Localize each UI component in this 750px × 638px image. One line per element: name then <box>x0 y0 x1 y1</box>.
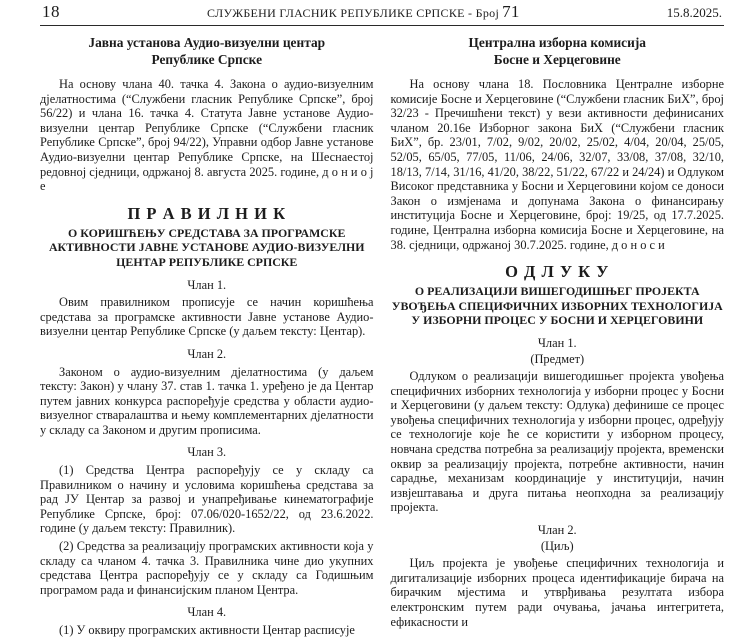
gazette-title <box>60 2 667 22</box>
column-right <box>390 35 725 629</box>
article-heading: Члан 4. <box>187 605 227 620</box>
org-title-line: Републике Српске <box>151 51 263 67</box>
doc-title: П Р А В И Л Н И К <box>127 203 287 223</box>
doc-title: О Д Л У К У <box>505 262 610 282</box>
paragraph: Законом о аудио-визуелним дјелатностима (у даљем тексту: Закон) у члану 37. став 1. тачка 1. уређено је да Центар путем јавних конкурса распоређује средства у области аудио-визуелног стваралаштва и њему комплементарних дјелатности у складу са Законом и другим прописима. <box>40 364 374 437</box>
issue-number: 71 <box>502 2 520 21</box>
column-left <box>40 35 374 637</box>
article-subheading: (Предмет) <box>530 351 585 366</box>
gazette-header <box>40 2 724 26</box>
paragraph: (1) У оквиру програмских активности Центар расписује <box>59 623 355 637</box>
gazette-date: 15.8.2025. <box>666 5 722 20</box>
paragraph: Одлуком о реализацији вишегодишњег пројекта увођења специфичних изборних технологија у изборни процес у Босни и Херцеговини (у даљем тексту: Одлука) дефинише се процес увођења специфичних технологија у изборни процес, одређују се технологије које ће се користити у изборном процесу, новчана средства потребна за реализацију пројекта, временски оквир за реализацију пројекта, потребне активности, начин сарадње, механизам координације у институцији, начин извјештавања и друга питања неопходна за реализацију пројекта. <box>390 369 724 515</box>
text-columns <box>40 26 724 637</box>
article-subheading: (Циљ) <box>540 538 574 553</box>
doc-subtitle: О КОРИШЋЕЊУ СРЕДСТАВА ЗА ПРОГРАМСКЕ АКТИВНОСТИ ЈАВНЕ УСТАНОВЕ АУДИО-ВИЗУЕЛНИ ЦЕНТАР РЕПУБЛИКЕ СРПСКЕ <box>48 225 365 269</box>
org-title <box>391 35 725 68</box>
gazette-title-text: СЛУЖБЕНИ ГЛАСНИК РЕПУБЛИКЕ СРПСКЕ - Број <box>207 6 500 20</box>
article-heading: Члан 1. <box>537 335 577 350</box>
article-heading: Члан 2. <box>187 346 227 361</box>
org-title <box>40 35 374 68</box>
org-title-line: Босне и Херцеговине <box>493 51 621 67</box>
org-title-line: Јавна установа Аудио-визуелни центар <box>88 35 326 50</box>
paragraph: Циљ пројекта је увођење специфичних технологија и дигитализације изборних процеса идентификације бирача на бирачким мјестима и утврђивања резултата избора електронским путем ради очувања, јачања интегритета, ефикасности и <box>390 556 724 629</box>
article-heading: Члан 1. <box>187 277 227 292</box>
org-title-line: Централна изборна комисија <box>468 35 646 50</box>
page-number: 18 <box>42 2 60 21</box>
doc-subtitle: О РЕАЛИЗАЦИЈИ ВИШЕГОДИШЊЕГ ПРОЈЕКТА УВОЂЕЊА СПЕЦИФИЧНИХ ИЗБОРНИХ ТЕХНОЛОГИЈА У ИЗБОРНИ ПРОЦЕС У БОСНИ И ХЕРЦЕГОВИНИ <box>391 284 723 328</box>
article-heading: Члан 2. <box>537 523 577 538</box>
article-heading: Члан 3. <box>187 445 227 460</box>
paragraph: (1) Средства Центра распоређују се у складу са Правилником о начину и условима коришћења средстава за рад ЈУ Центар за развој и унапређивање кинематографије Републике Српске, број: 07.06/020-1652/22, од 23.6.2022. године (у даљем тексту: Правилник). <box>40 463 374 536</box>
paragraph: (2) Средства за реализацију програмских активности која у складу са чланом 4. тачка 3. Правилника чине дио укупних средстава Центра распоређују се у складу са Годишњим програмом рада и финансијским планом Центра. <box>40 539 374 597</box>
paragraph: На основу члана 40. тачка 4. Закона о аудио-визуелним дјелатностима (“Службени гласник Републике Српске”, број 56/22) и члана 16. тачка 4. Статута Јавне установе Аудио-визуелни центар Републике Српске (“Службени гласник Републике Српске”, број 94/22), Управни одбор Јавне установе Аудио-визуелни центар Републике Српске, на Шеснаестој редовној сједници, одржаној 8. августа 2025. године, д о н и о ј е <box>40 77 374 194</box>
paragraph: Овим правилником прописује се начин коришћења средстава за програмске активности Јавне установе Аудио-визуелни центар Републике Српске (у даљем тексту: Центар). <box>40 295 374 339</box>
paragraph: На основу члана 18. Пословника Централне изборне комисије Босне и Херцеговине (“Службени гласник БиХ”, број 32/23 - Пречишћени текст) у вези активности дефинисаних чланом 20.16е Изборног закона БиХ (“Службени гласник БиХ”, бр. 23/01, 7/02, 9/02, 20/02, 25/02, 4/04, 20/04, 25/05, 52/05, 65/05, 77/05, 11/06, 24/06, 32/07, 33/08, 37/08, 32/10, 18/13, 7/14, 31/16, 41/20, 38/22, 51/22, 67/22 и 24/24) и Одлуком Високог представника у Босни и Херцеговини којом се доноси Закон о измјенама и допунама Закона о финансирању институција Босне и Херцеговине, број: 19/25, од 17.7.2025. године, Централна изборна комисија Босне и Херцеговине, на 38. сједници, одржаној 30.7.2025. године, д о н о с и <box>390 77 724 252</box>
